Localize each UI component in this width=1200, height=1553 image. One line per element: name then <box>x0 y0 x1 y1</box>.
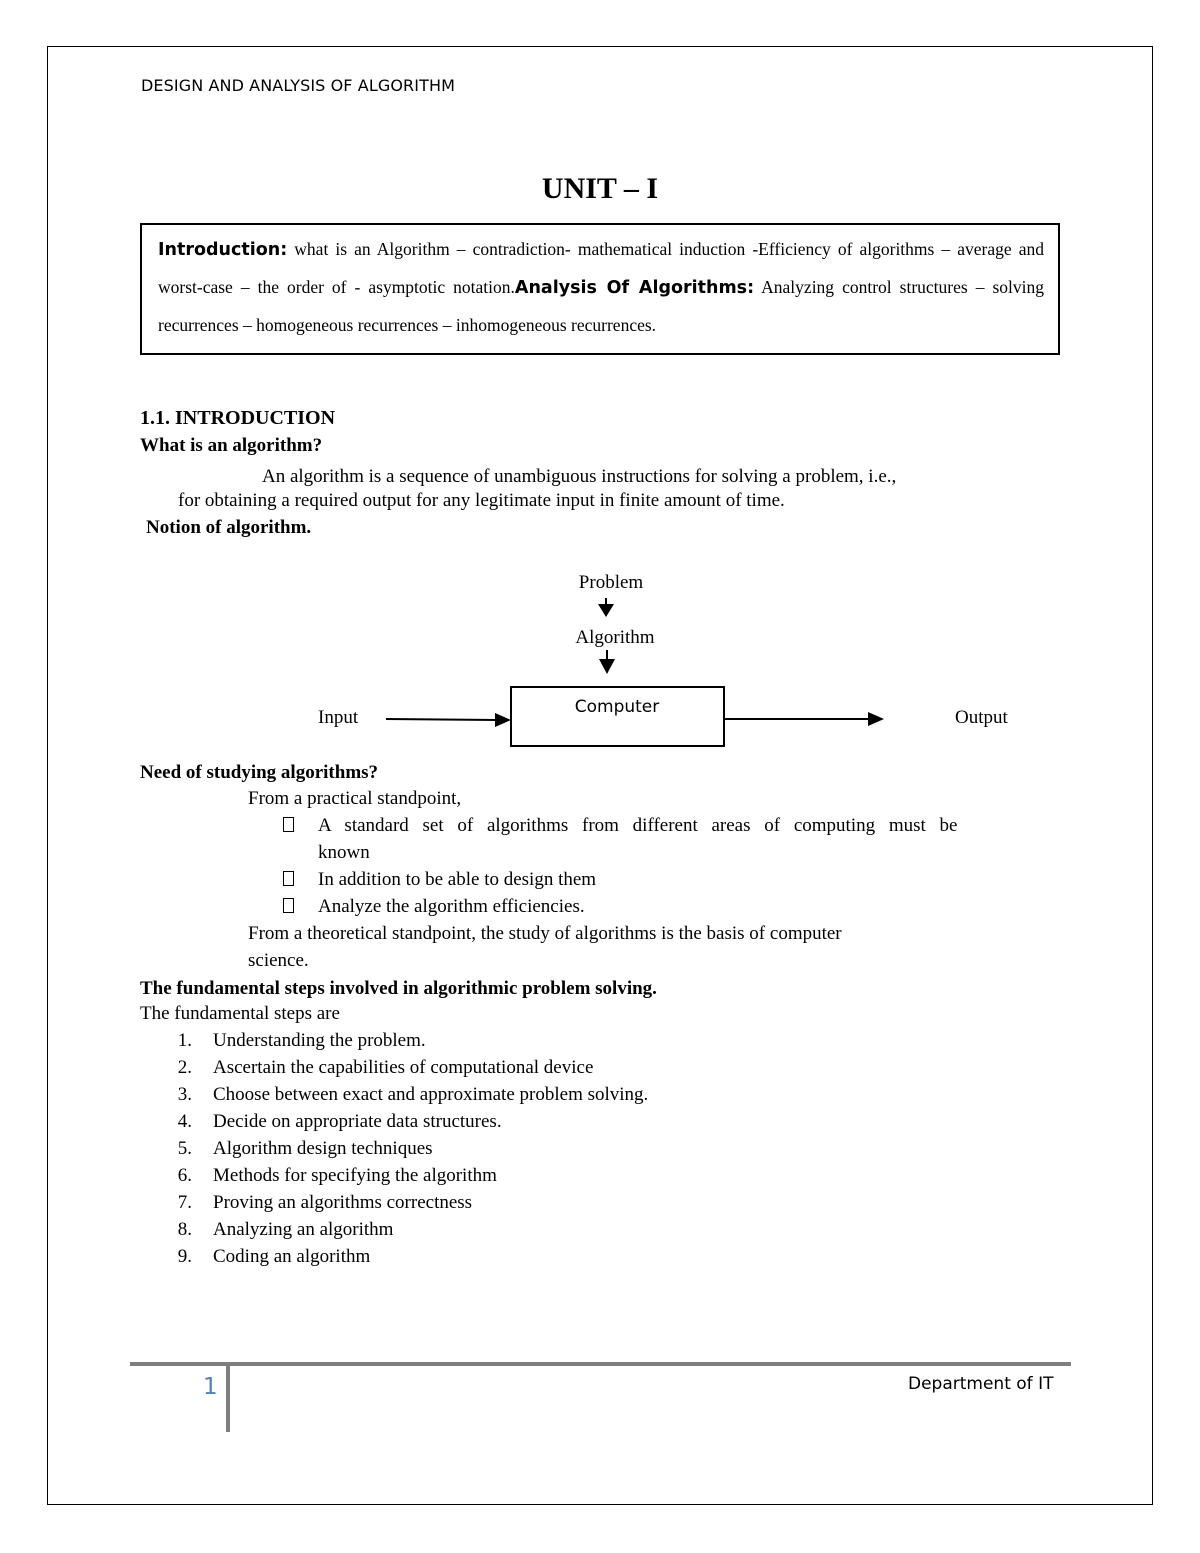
unit-title: UNIT – I <box>541 172 659 205</box>
step-text: Algorithm design techniques <box>213 1138 433 1159</box>
what-is-algorithm-question: What is an algorithm? <box>140 435 323 456</box>
step-text: Coding an algorithm <box>213 1246 371 1267</box>
running-header: DESIGN AND ANALYSIS OF ALGORITHM <box>141 76 455 95</box>
notion-heading: Notion of algorithm. <box>146 517 312 538</box>
bullet-item <box>283 869 597 891</box>
step-text: Ascertain the capabilities of computational device <box>213 1057 594 1078</box>
step-number: 4. <box>177 1111 192 1132</box>
step-text: Proving an algorithms correctness <box>213 1192 473 1213</box>
bullet-item <box>283 815 958 837</box>
output-arrow-head <box>868 712 884 726</box>
step-text: Analyzing an algorithm <box>213 1219 394 1240</box>
bullet-glyph-icon <box>283 871 294 886</box>
bullet-text: Analyze the algorithm efficiencies. <box>318 896 585 917</box>
step-text: Decide on appropriate data structures. <box>213 1111 502 1132</box>
bullet-glyph-icon <box>283 817 294 832</box>
step-number: 2. <box>177 1057 192 1078</box>
section-heading: 1.1. INTRODUCTION <box>140 407 336 429</box>
step-number: 9. <box>177 1246 192 1267</box>
theoretical-line-1: From a theoretical standpoint, the study of algorithms is the basis of computer <box>248 923 842 944</box>
step-number: 8. <box>177 1219 192 1240</box>
syllabus-intro-text: what is an Algorithm – contradiction- mathematical induction -Efficiency of algorithms – average and worst-case – the order of - asymptotic notation. <box>158 239 1044 297</box>
step-text: Understanding the problem. <box>213 1030 426 1051</box>
diagram-problem-label: Problem <box>578 572 644 593</box>
definition-line-2: for obtaining a required output for any legitimate input in finite amount of time. <box>178 490 785 511</box>
footer-vertical-rule <box>226 1366 230 1432</box>
footer-department: Department of IT <box>908 1374 1054 1394</box>
input-arrow-shaft <box>386 719 497 720</box>
page-number: 1 <box>203 1374 218 1400</box>
definition-line-1: An algorithm is a sequence of unambiguous instructions for solving a problem, i.e., <box>262 466 897 487</box>
problem-arrow-head <box>598 604 614 617</box>
bullet-glyph-icon <box>283 898 294 913</box>
bullet-text: In addition to be able to design them <box>318 869 597 890</box>
diagram-output-label: Output <box>955 707 1008 728</box>
algorithm-arrow-head <box>599 659 615 674</box>
bullet-text-continuation: known <box>318 842 370 863</box>
step-number: 5. <box>177 1138 192 1159</box>
steps-heading: The fundamental steps involved in algorithmic problem solving. <box>140 978 657 999</box>
footer-rule <box>130 1362 1071 1366</box>
step-number: 1. <box>177 1030 192 1051</box>
theoretical-line-2: science. <box>248 950 309 971</box>
syllabus-intro-label: Introduction: <box>158 240 288 260</box>
diagram-algorithm-label: Algorithm <box>575 627 655 648</box>
syllabus-analysis-label: Analysis Of Algorithms: <box>514 278 755 298</box>
need-heading: Need of studying algorithms? <box>140 762 379 783</box>
syllabus-analysis-text: Analyzing control structures – solving recurrences – homogeneous recurrences – inhomogeneous recurrences. <box>158 277 1044 335</box>
bullet-item <box>283 896 585 918</box>
steps-intro: The fundamental steps are <box>140 1003 340 1024</box>
input-arrow-head <box>495 713 511 727</box>
step-number: 7. <box>177 1192 192 1213</box>
step-text: Methods for specifying the algorithm <box>213 1165 497 1186</box>
step-text: Choose between exact and approximate problem solving. <box>213 1084 649 1105</box>
step-number: 6. <box>177 1165 192 1186</box>
practical-intro: From a practical standpoint, <box>248 788 462 809</box>
diagram-computer-label: Computer <box>574 697 660 717</box>
bullet-text: A standard set of algorithms from different areas of computing must be <box>318 815 958 836</box>
diagram-input-label: Input <box>318 707 359 728</box>
step-number: 3. <box>177 1084 192 1105</box>
